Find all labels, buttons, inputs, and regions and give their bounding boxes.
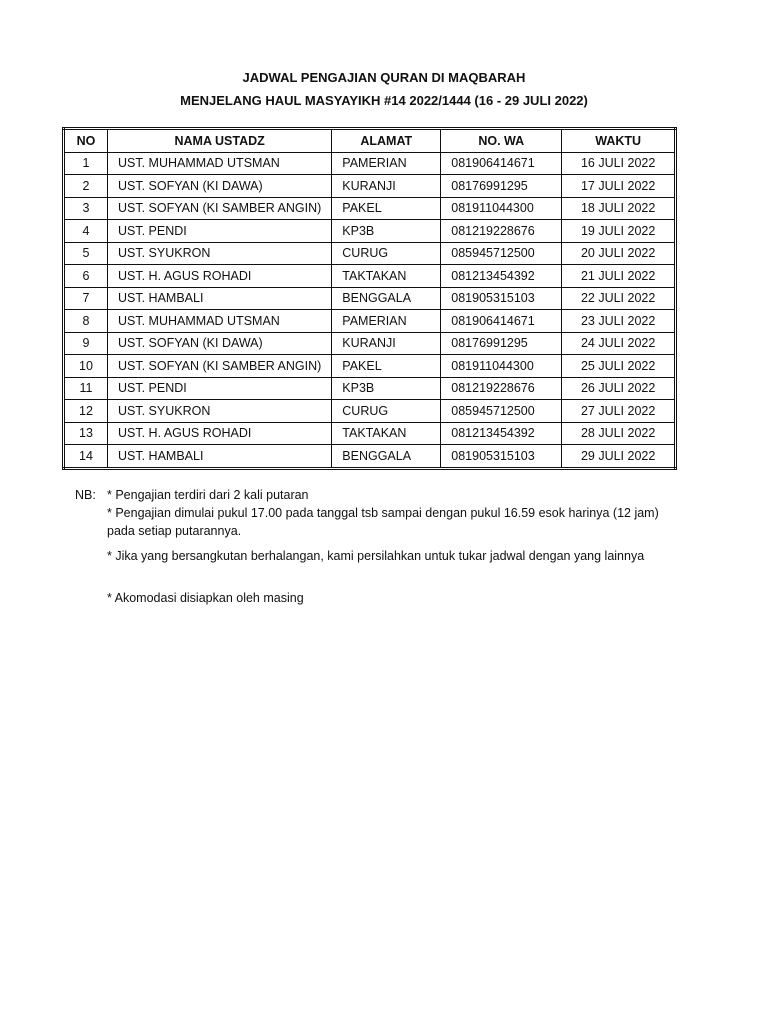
table-row <box>64 265 676 288</box>
cell-no-wa: 081911044300 <box>441 197 562 220</box>
cell-alamat: CURUG <box>332 242 441 265</box>
cell-no: 9 <box>64 332 108 355</box>
cell-waktu: 21 JULI 2022 <box>562 265 676 288</box>
cell-nama-ustadz: UST. SOFYAN (KI SAMBER ANGIN) <box>108 197 332 220</box>
cell-nama-ustadz: UST. SOFYAN (KI DAWA) <box>108 332 332 355</box>
cell-nama-ustadz: UST. SOFYAN (KI SAMBER ANGIN) <box>108 355 332 378</box>
header-nama-ustadz: NAMA USTADZ <box>108 129 332 153</box>
cell-waktu: 16 JULI 2022 <box>562 152 676 175</box>
cell-no-wa: 081906414671 <box>441 152 562 175</box>
cell-nama-ustadz: UST. MUHAMMAD UTSMAN <box>108 152 332 175</box>
cell-waktu: 22 JULI 2022 <box>562 287 676 310</box>
cell-no: 11 <box>64 377 108 400</box>
table-row <box>64 175 676 198</box>
table-row <box>64 377 676 400</box>
cell-waktu: 17 JULI 2022 <box>562 175 676 198</box>
cell-alamat: CURUG <box>332 400 441 423</box>
cell-alamat: KURANJI <box>332 175 441 198</box>
note-item: * Pengajian terdiri dari 2 kali putaran <box>107 488 309 502</box>
cell-nama-ustadz: UST. HAMBALI <box>108 287 332 310</box>
cell-alamat: KURANJI <box>332 332 441 355</box>
cell-no-wa: 081219228676 <box>441 220 562 243</box>
cell-no-wa: 081213454392 <box>441 422 562 445</box>
header-no: NO <box>64 129 108 153</box>
cell-no: 1 <box>64 152 108 175</box>
cell-waktu: 19 JULI 2022 <box>562 220 676 243</box>
cell-no: 8 <box>64 310 108 333</box>
cell-no-wa: 081905315103 <box>441 287 562 310</box>
cell-alamat: BENGGALA <box>332 287 441 310</box>
cell-no-wa: 08176991295 <box>441 175 562 198</box>
document-subtitle: MENJELANG HAUL MASYAYIKH #14 2022/1444 (16 - 29 JULI 2022) <box>180 93 588 108</box>
table-row <box>64 220 676 243</box>
cell-nama-ustadz: UST. SYUKRON <box>108 400 332 423</box>
cell-waktu: 28 JULI 2022 <box>562 422 676 445</box>
note-item: * Pengajian dimulai pukul 17.00 pada tanggal tsb sampai dengan pukul 16.59 esok harinya (12 jam) pada setiap putarannya. <box>107 506 659 538</box>
cell-no-wa: 085945712500 <box>441 242 562 265</box>
header-no-wa: NO. WA <box>441 129 562 153</box>
cell-no: 3 <box>64 197 108 220</box>
cell-no: 7 <box>64 287 108 310</box>
cell-waktu: 26 JULI 2022 <box>562 377 676 400</box>
cell-no-wa: 08176991295 <box>441 332 562 355</box>
cell-alamat: KP3B <box>332 220 441 243</box>
table-row <box>64 242 676 265</box>
table-row <box>64 332 676 355</box>
table-row <box>64 287 676 310</box>
cell-no: 2 <box>64 175 108 198</box>
cell-waktu: 27 JULI 2022 <box>562 400 676 423</box>
table-row <box>64 422 676 445</box>
cell-nama-ustadz: UST. PENDI <box>108 220 332 243</box>
cell-waktu: 24 JULI 2022 <box>562 332 676 355</box>
cell-nama-ustadz: UST. SYUKRON <box>108 242 332 265</box>
table-row <box>64 400 676 423</box>
cell-no-wa: 085945712500 <box>441 400 562 423</box>
cell-alamat: PAMERIAN <box>332 310 441 333</box>
cell-no-wa: 081219228676 <box>441 377 562 400</box>
cell-no: 14 <box>64 445 108 469</box>
table-row <box>64 310 676 333</box>
table-row <box>64 445 676 469</box>
table-header-row <box>64 129 676 153</box>
table-row <box>64 197 676 220</box>
cell-alamat: PAMERIAN <box>332 152 441 175</box>
cell-waktu: 29 JULI 2022 <box>562 445 676 469</box>
cell-alamat: TAKTAKAN <box>332 422 441 445</box>
cell-nama-ustadz: UST. SOFYAN (KI DAWA) <box>108 175 332 198</box>
cell-waktu: 23 JULI 2022 <box>562 310 676 333</box>
cell-nama-ustadz: UST. HAMBALI <box>108 445 332 469</box>
cell-nama-ustadz: UST. H. AGUS ROHADI <box>108 422 332 445</box>
cell-no-wa: 081911044300 <box>441 355 562 378</box>
cell-no: 13 <box>64 422 108 445</box>
cell-nama-ustadz: UST. MUHAMMAD UTSMAN <box>108 310 332 333</box>
document-title: JADWAL PENGAJIAN QURAN DI MAQBARAH <box>242 70 526 85</box>
note-item: * Jika yang bersangkutan berhalangan, kami persilahkan untuk tukar jadwal dengan yang lainnya <box>107 549 645 563</box>
cell-alamat: PAKEL <box>332 197 441 220</box>
table-row <box>64 355 676 378</box>
note-item: * Akomodasi disiapkan oleh masing <box>107 591 304 605</box>
cell-alamat: BENGGALA <box>332 445 441 469</box>
cell-no: 6 <box>64 265 108 288</box>
cell-no: 12 <box>64 400 108 423</box>
cell-alamat: KP3B <box>332 377 441 400</box>
table-body <box>64 152 676 468</box>
header-alamat: ALAMAT <box>332 129 441 153</box>
cell-no-wa: 081906414671 <box>441 310 562 333</box>
cell-nama-ustadz: UST. PENDI <box>108 377 332 400</box>
cell-no-wa: 081905315103 <box>441 445 562 469</box>
cell-waktu: 18 JULI 2022 <box>562 197 676 220</box>
cell-no: 4 <box>64 220 108 243</box>
cell-waktu: 25 JULI 2022 <box>562 355 676 378</box>
notes-label: NB: <box>75 488 96 502</box>
cell-alamat: TAKTAKAN <box>332 265 441 288</box>
header-waktu: WAKTU <box>562 129 676 153</box>
cell-no: 5 <box>64 242 108 265</box>
cell-no-wa: 081213454392 <box>441 265 562 288</box>
cell-alamat: PAKEL <box>332 355 441 378</box>
table-row <box>64 152 676 175</box>
cell-nama-ustadz: UST. H. AGUS ROHADI <box>108 265 332 288</box>
cell-no: 10 <box>64 355 108 378</box>
cell-waktu: 20 JULI 2022 <box>562 242 676 265</box>
schedule-table <box>62 127 677 470</box>
